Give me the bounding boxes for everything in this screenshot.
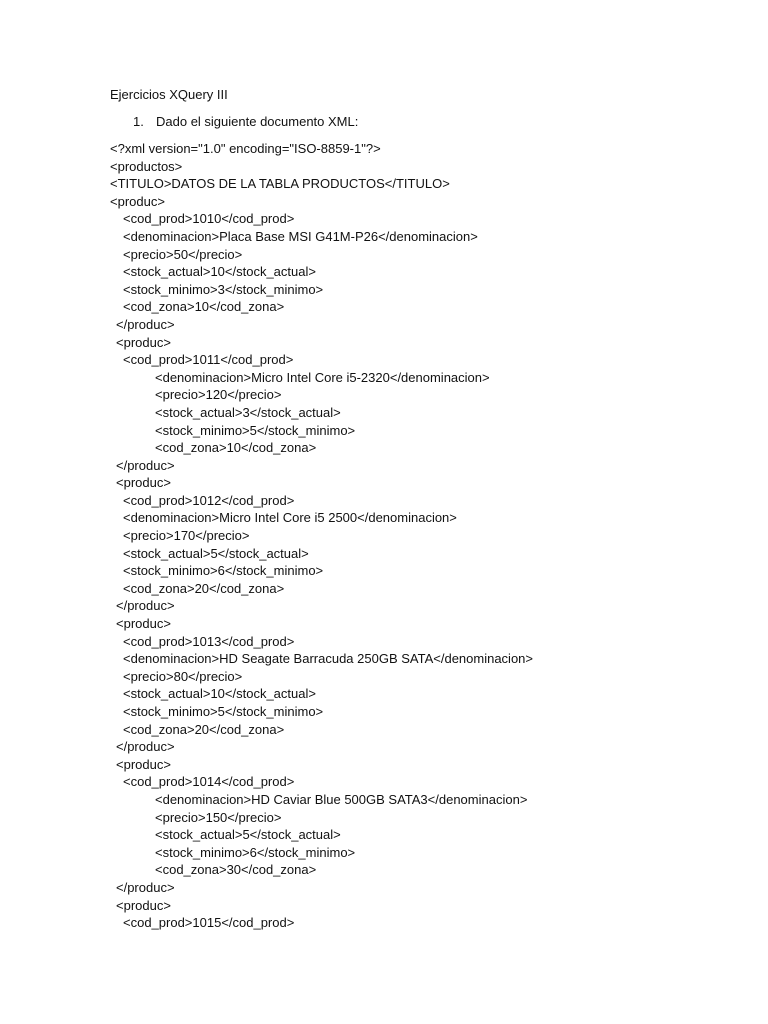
xml-line: <denominacion>Micro Intel Core i5 2500</denominacion> xyxy=(123,510,457,526)
xml-line: <cod_prod>1015</cod_prod> xyxy=(123,915,295,931)
document-title: Ejercicios XQuery III xyxy=(110,87,228,102)
exercise-text: Dado el siguiente documento XML: xyxy=(156,114,359,129)
xml-line: <precio>50</precio> xyxy=(123,246,243,262)
xml-line: <cod_zona>20</cod_zona> xyxy=(123,580,285,596)
xml-line: <cod_zona>10</cod_zona> xyxy=(123,299,285,315)
xml-line: <denominacion>Placa Base MSI G41M-P26</denominacion> xyxy=(123,228,478,244)
xml-listing xyxy=(110,140,710,932)
xml-line: <stock_actual>5</stock_actual> xyxy=(155,827,341,843)
xml-line: <cod_zona>20</cod_zona> xyxy=(123,721,285,737)
xml-line: <precio>170</precio> xyxy=(123,528,250,544)
xml-line: <precio>80</precio> xyxy=(123,668,243,684)
xml-line: <stock_actual>5</stock_actual> xyxy=(123,545,309,561)
xml-line: <stock_minimo>5</stock_minimo> xyxy=(155,422,356,438)
xml-line: <stock_minimo>5</stock_minimo> xyxy=(123,704,324,719)
xml-line: <cod_prod>1011</cod_prod> xyxy=(123,352,294,368)
xml-line: <cod_prod>1014</cod_prod> xyxy=(123,774,295,790)
xml-line: <TITULO>DATOS DE LA TABLA PRODUCTOS</TITULO> xyxy=(110,176,450,192)
xml-line: </produc> xyxy=(116,879,175,895)
xml-line: <cod_zona>10</cod_zona> xyxy=(155,440,317,456)
xml-line: </produc> xyxy=(116,316,175,332)
xml-line: <cod_prod>1013</cod_prod> xyxy=(123,633,295,649)
xml-line: <stock_minimo>3</stock_minimo> xyxy=(123,281,324,297)
xml-line: </produc> xyxy=(116,598,175,614)
xml-line: <productos> xyxy=(110,158,183,174)
xml-line: <produc> xyxy=(116,616,171,632)
xml-line: <produc> xyxy=(116,897,171,913)
xml-line: <produc> xyxy=(116,756,171,772)
xml-line: </produc> xyxy=(116,739,175,755)
exercise-number: 1. xyxy=(133,114,144,129)
xml-line: <?xml version="1.0" encoding="ISO-8859-1"?> xyxy=(110,141,381,156)
xml-line: </produc> xyxy=(116,457,175,473)
xml-line: <cod_prod>1010</cod_prod> xyxy=(123,211,295,227)
xml-line: <stock_minimo>6</stock_minimo> xyxy=(123,563,324,579)
xml-line: <produc> xyxy=(110,193,165,209)
xml-line: <stock_actual>3</stock_actual> xyxy=(155,404,341,420)
xml-line: <produc> xyxy=(116,334,171,350)
xml-line: <denominacion>Micro Intel Core i5-2320</denominacion> xyxy=(155,369,490,385)
xml-line: <cod_zona>30</cod_zona> xyxy=(155,862,317,878)
xml-line: <denominacion>HD Seagate Barracuda 250GB SATA</denominacion> xyxy=(123,651,534,667)
xml-line: <precio>150</precio> xyxy=(155,809,282,825)
xml-line: <cod_prod>1012</cod_prod> xyxy=(123,492,295,508)
xml-line: <stock_actual>10</stock_actual> xyxy=(123,264,316,280)
exercise-item xyxy=(133,113,358,131)
xml-line: <stock_minimo>6</stock_minimo> xyxy=(155,844,356,860)
xml-line: <precio>120</precio> xyxy=(155,387,282,403)
xml-line: <stock_actual>10</stock_actual> xyxy=(123,686,316,702)
xml-line: <denominacion>HD Caviar Blue 500GB SATA3</denominacion> xyxy=(155,791,528,807)
xml-line: <produc> xyxy=(116,475,171,491)
